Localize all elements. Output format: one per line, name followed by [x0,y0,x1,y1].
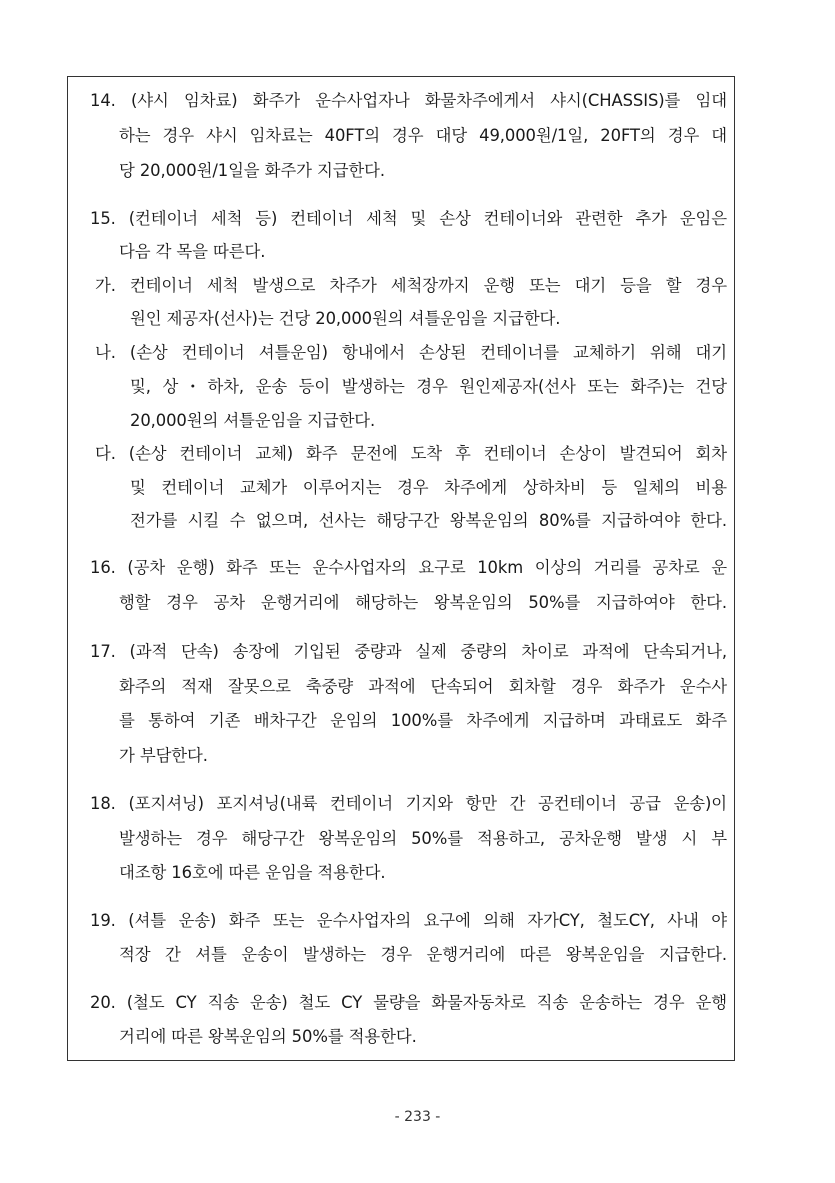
content-box [67,76,735,1061]
item-20-line-2: 거리에 따른 왕복운임의 50%를 적용한다. [119,1027,417,1046]
item-15-ga-line-2: 원인 제공자(선사)는 건당 20,000원의 셔틀운임을 지급한다. [130,309,561,328]
item-14-line-2: 하는 경우 샤시 임차료는 40FT의 경우 대당 49,000원/1일, 20FT의 경우 대 [119,126,727,145]
item-15-da-line-3: 전가를 시킬 수 없으며, 선사는 해당구간 왕복운임의 80%를 지급하여야 한다. [130,511,727,530]
item-20-line-1: 20. (철도 CY 직송 운송) 철도 CY 물량을 화물자동차로 직송 운송하는 경우 운행 [90,993,727,1012]
item-15-na-line-1: 나. (손상 컨테이너 셔틀운임) 항내에서 손상된 컨테이너를 교체하기 위해 대기 [95,343,727,362]
item-15-da-line-2: 및 컨테이너 교체가 이루어지는 경우 차주에게 상하차비 등 일체의 비용 [130,478,727,497]
item-18-line-2: 발생하는 경우 해당구간 왕복운임의 50%를 적용하고, 공차운행 발생 시 부 [119,829,727,848]
item-17-line-3: 를 통하여 기존 배차구간 운임의 100%를 차주에게 지급하며 과태료도 화주 [119,711,727,730]
item-15-da-line-1: 다. (손상 컨테이너 교체) 화주 문전에 도착 후 컨테이너 손상이 발견되어 회차 [95,444,727,463]
item-15-na-line-3: 20,000원의 셔틀운임을 지급한다. [130,411,376,430]
item-19-line-2: 적장 간 셔틀 운송이 발생하는 경우 운행거리에 따른 왕복운임을 지급한다. [119,945,727,964]
item-14-line-1: 14. (샤시 임차료) 화주가 운수사업자나 화물차주에게서 샤시(CHASSIS)를 임대 [90,91,727,110]
item-17-line-1: 17. (과적 단속) 송장에 기입된 중량과 실제 중량의 차이로 과적에 단속되거나, [90,642,727,661]
item-15-line-2: 다음 각 목을 따른다. [119,242,266,261]
item-18-line-1: 18. (포지셔닝) 포지셔닝(내륙 컨테이너 기지와 항만 간 공컨테이너 공급 운송)이 [90,794,727,813]
item-15-line-1: 15. (컨테이너 세척 등) 컨테이너 세척 및 손상 컨테이너와 관련한 추가 운임은 [90,209,727,228]
item-15-na-line-2: 및, 상・하차, 운송 등이 발생하는 경우 원인제공자(선사 또는 화주)는 건당 [130,377,727,396]
item-15-ga-line-1: 가. 컨테이너 세척 발생으로 차주가 세척장까지 운행 또는 대기 등을 할 경우 [95,276,727,295]
page-number: - 233 - [394,1109,441,1125]
item-18-line-3: 대조항 16호에 따른 운임을 적용한다. [119,863,386,882]
item-16-line-1: 16. (공차 운행) 화주 또는 운수사업자의 요구로 10km 이상의 거리를 공차로 운 [90,558,727,577]
item-16-line-2: 행할 경우 공차 운행거리에 해당하는 왕복운임의 50%를 지급하여야 한다. [119,593,727,612]
item-14-line-3: 당 20,000원/1일을 화주가 지급한다. [119,161,386,180]
item-19-line-1: 19. (셔틀 운송) 화주 또는 운수사업자의 요구에 의해 자가CY, 철도CY, 사내 야 [90,911,727,930]
item-17-line-2: 화주의 적재 잘못으로 축중량 과적에 단속되어 회차할 경우 화주가 운수사 [119,677,727,696]
item-17-line-4: 가 부담한다. [119,746,208,765]
